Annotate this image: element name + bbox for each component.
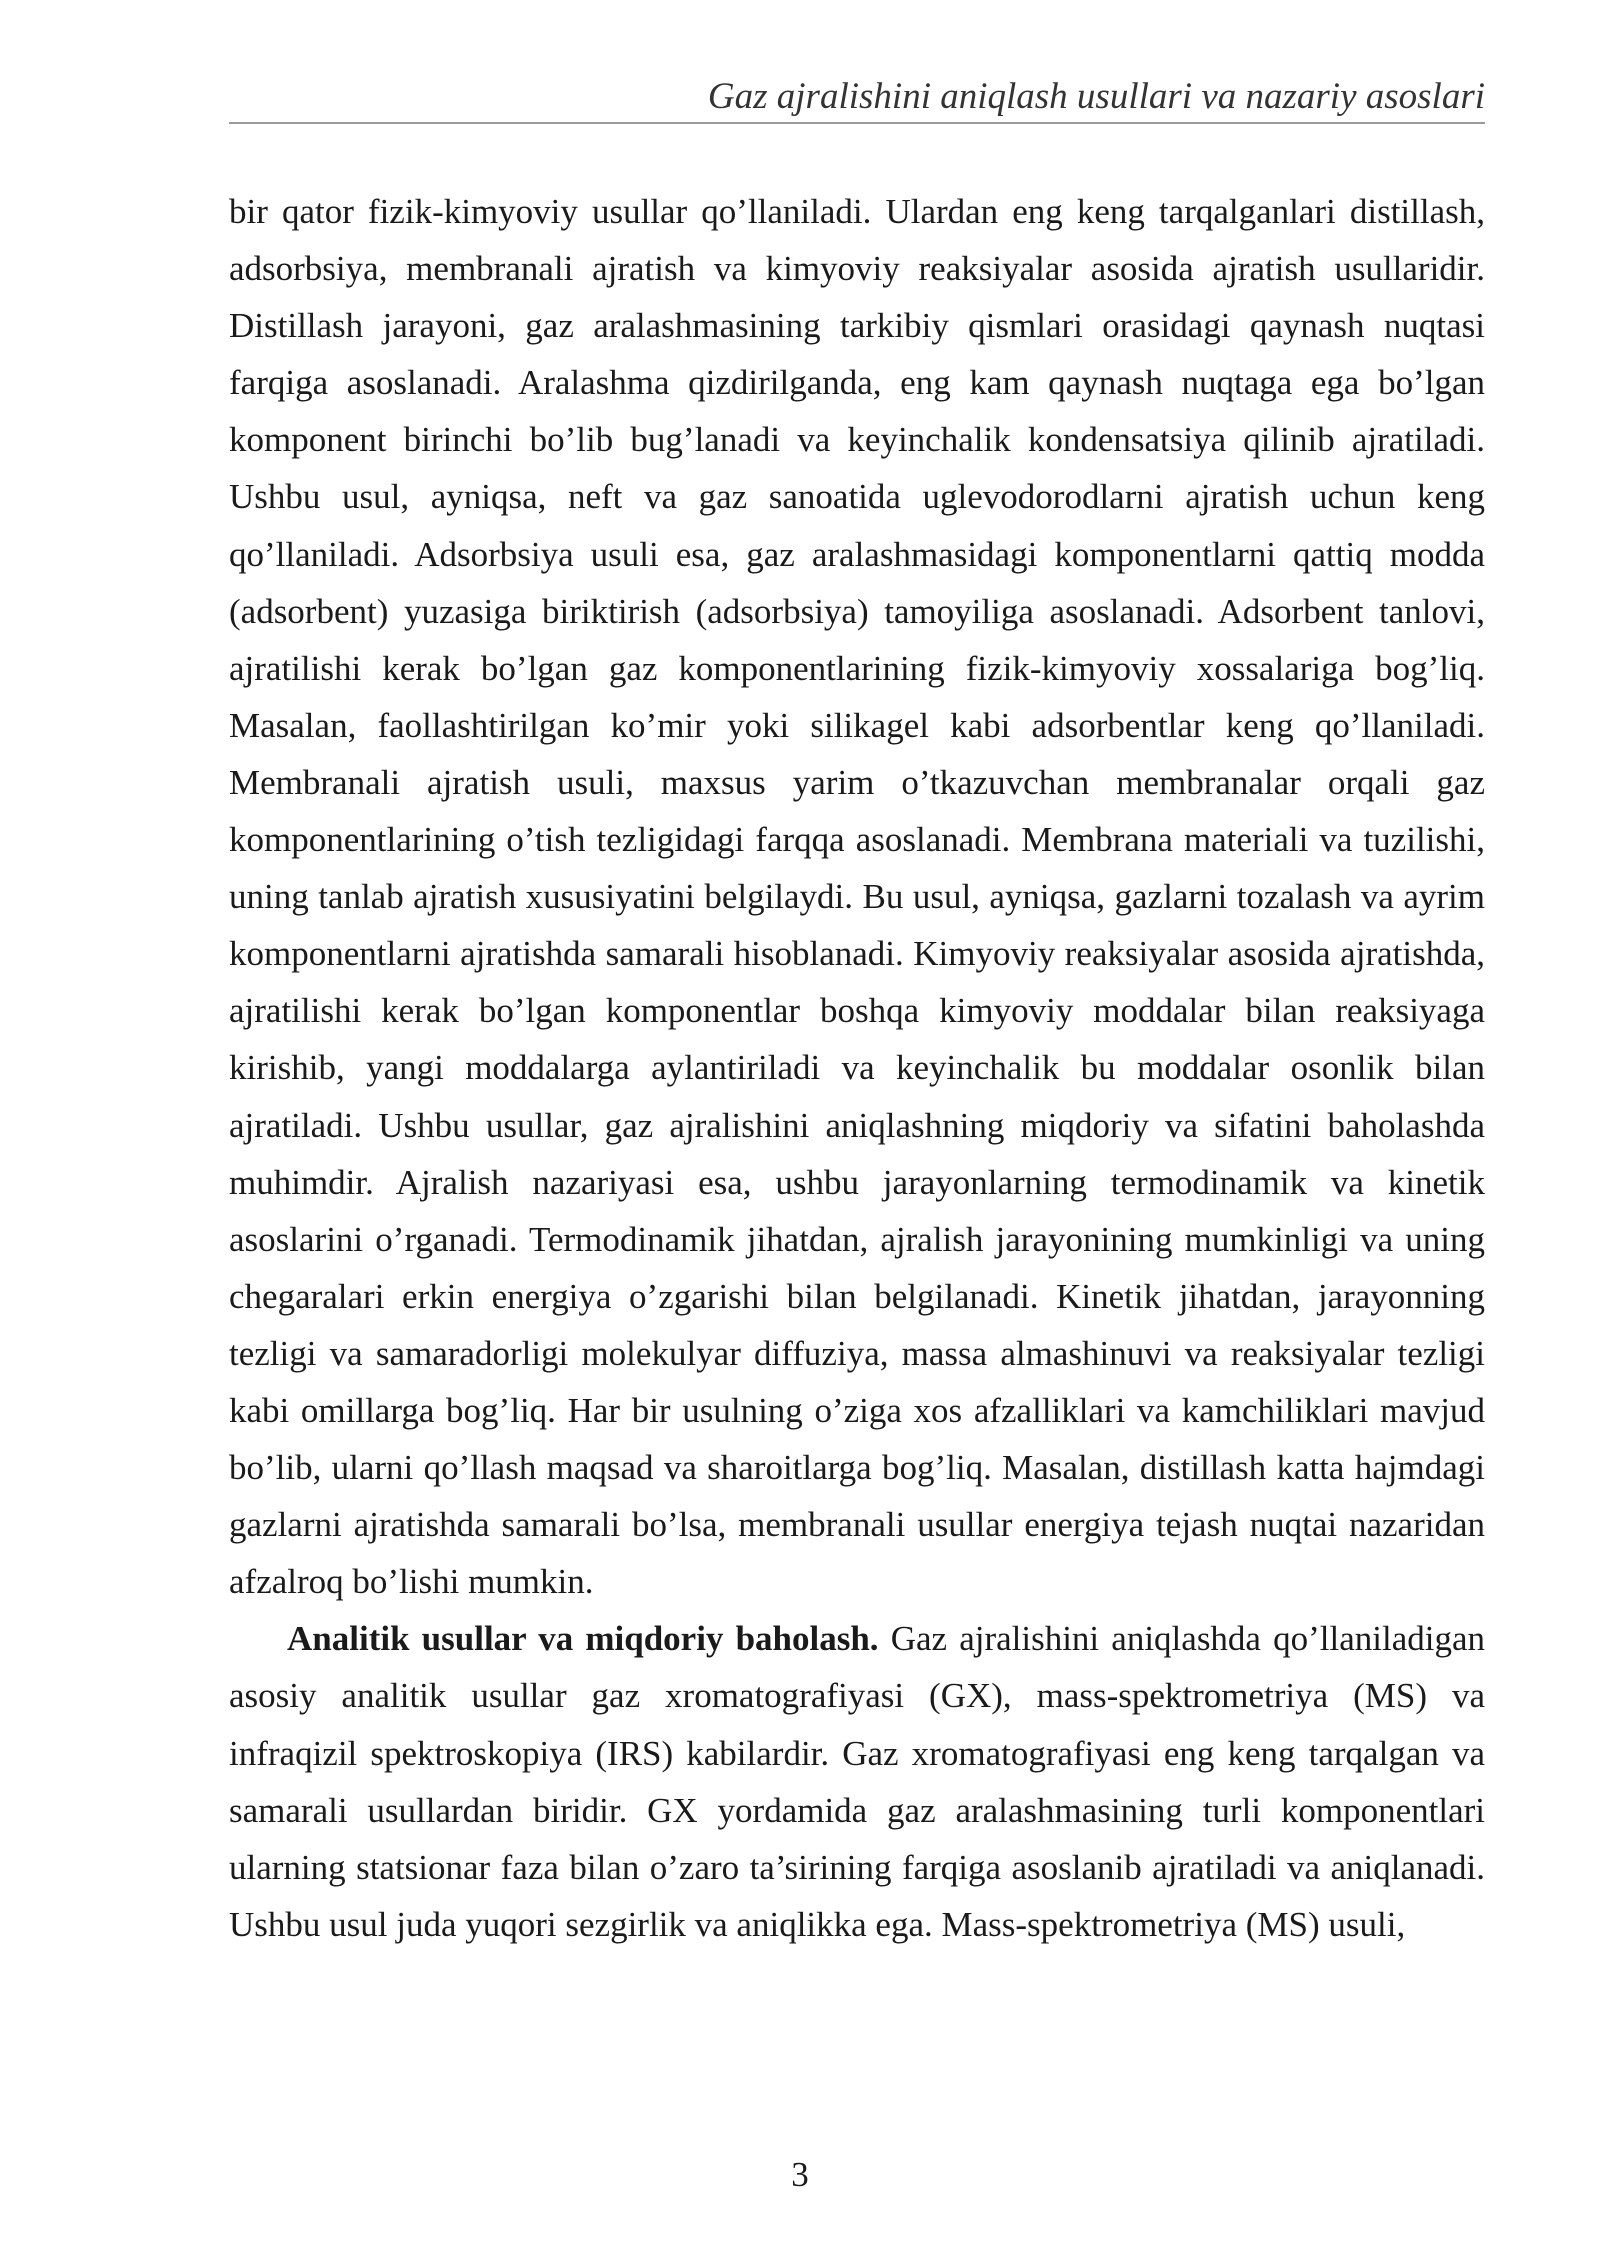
paragraph-text: Gaz ajralishini aniqlashda qo’llaniladigan asosiy analitik usullar gaz xromatografiyasi (GX), mass-spektrometriya (MS) va infraqizil spektroskopiya (IRS) kabilardir. Gaz xromatografiyasi eng keng tarqalgan va samarali usullardan biridir. GX yordamida gaz aralashmasining turli komponentlari ularning statsionar faza bilan o’zaro ta’sirining farqiga asoslanib ajratiladi va aniqlanadi. Ushbu usul juda yuqori sezgirlik va aniqlikka ega. Mass-spektrometriya (MS) usuli,: [229, 1619, 1485, 1944]
paragraph: [229, 1610, 1485, 1953]
header-divider: [229, 122, 1485, 124]
running-header: Gaz ajralishini aniqlash usullari va nazariy asoslari: [707, 76, 1485, 117]
page-number: 3: [791, 2155, 809, 2194]
paragraph: bir qator fizik-kimyoviy usullar qo’llaniladi. Ulardan eng keng tarqalganlari distillash, adsorbsiya, membranali ajratish va kimyoviy reaksiyalar asosida ajratish usullaridir. Distillash jarayoni, gaz aralashmasining tarkibiy qismlari orasidagi qaynash nuqtasi farqiga asoslanadi. Aralashma qizdirilganda, eng kam qaynash nuqtaga ega bo’lgan komponent birinchi bo’lib bug’lanadi va keyinchalik kondensatsiya qilinib ajratiladi. Ushbu usul, ayniqsa, neft va gaz sanoatida uglevodorodlarni ajratish uchun keng qo’llaniladi. Adsorbsiya usuli esa, gaz aralashmasidagi komponentlarni qattiq modda (adsorbent) yuzasiga biriktirish (adsorbsiya) tamoyiliga asoslanadi. Adsorbent tanlovi, ajratilishi kerak bo’lgan gaz komponentlarining fizik-kimyoviy xossalariga bog’liq. Masalan, faollashtirilgan ko’mir yoki silikagel kabi adsorbentlar keng qo’llaniladi. Membranali ajratish usuli, maxsus yarim o’tkazuvchan membranalar orqali gaz komponentlarining o’tish tezligidagi farqqa asoslanadi. Membrana materiali va tuzilishi, uning tanlab ajratish xususiyatini belgilaydi. Bu usul, ayniqsa, gazlarni tozalash va ayrim komponentlarni ajratishda samarali hisoblanadi. Kimyoviy reaksiyalar asosida ajratishda, ajratilishi kerak bo’lgan komponentlar boshqa kimyoviy moddalar bilan reaksiyaga kirishib, yangi moddalarga aylantiriladi va keyinchalik bu moddalar osonlik bilan ajratiladi. Ushbu usullar, gaz ajralishini aniqlashning miqdoriy va sifatini baholashda muhimdir. Ajralish nazariyasi esa, ushbu jarayonlarning termodinamik va kinetik asoslarini o’rganadi. Termodinamik jihatdan, ajralish jarayonining mumkinligi va uning chegaralari erkin energiya o’zgarishi bilan belgilanadi. Kinetik jihatdan, jarayonning tezligi va samaradorligi molekulyar diffuziya, massa almashinuvi va reaksiyalar tezligi kabi omillarga bog’liq. Har bir usulning o’ziga xos afzalliklari va kamchiliklari mavjud bo’lib, ularni qo’llash maqsad va sharoitlarga bog’liq. Masalan, distillash katta hajmdagi gazlarni ajratishda samarali bo’lsa, membranali usullar energiya tejash nuqtai nazaridan afzalroq bo’lishi mumkin.: [229, 192, 1485, 1602]
section-heading: Analitik usullar va miqdoriy baholash.: [287, 1619, 879, 1659]
body-text: [229, 183, 1485, 1953]
